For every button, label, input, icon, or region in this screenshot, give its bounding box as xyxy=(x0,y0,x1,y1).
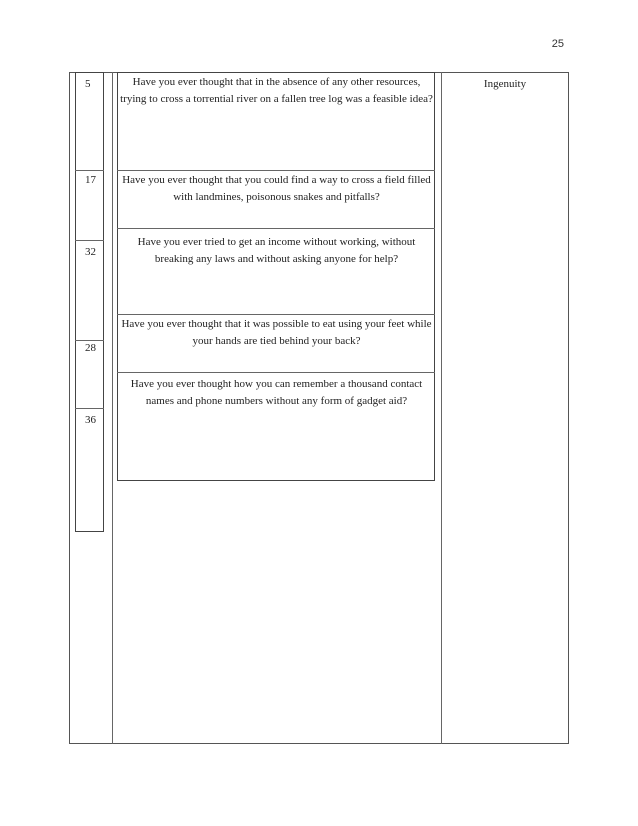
question-text: Have you ever thought that you could find a way to cross a field filled with landmines, poisonous snakes and pitfalls? xyxy=(122,174,431,203)
number-divider-3 xyxy=(75,340,104,341)
question-divider-3 xyxy=(117,314,435,315)
question-divider-2 xyxy=(117,228,435,229)
item-number: 28 xyxy=(85,342,96,354)
item-number: 32 xyxy=(85,246,96,258)
item-number: 17 xyxy=(85,174,96,186)
column-divider-2 xyxy=(441,72,442,744)
column-divider-1 xyxy=(112,72,113,744)
category-label: Ingenuity xyxy=(483,78,527,90)
question-text: Have you ever thought how you can remember a thousand contact names and phone numbers without any form of gadget aid? xyxy=(130,378,423,407)
question-text: Have you ever thought that it was possible to eat using your feet while your hands are tied behind your back? xyxy=(121,318,432,347)
question-text: Have you ever thought that in the absence of any other resources, trying to cross a torrential river on a fallen tree log was a feasible idea? xyxy=(120,76,433,105)
question-column-box xyxy=(117,72,435,481)
number-divider-1 xyxy=(75,170,104,171)
number-divider-4 xyxy=(75,408,104,409)
question-text: Have you ever tried to get an income without working, without breaking any laws and without asking anyone for help? xyxy=(137,236,416,265)
question-divider-1 xyxy=(117,170,435,171)
page-number: 25 xyxy=(551,38,564,50)
question-divider-4 xyxy=(117,372,435,373)
item-number: 36 xyxy=(85,414,96,426)
number-column-box xyxy=(75,72,104,532)
number-divider-2 xyxy=(75,240,104,241)
item-number: 5 xyxy=(85,78,91,90)
